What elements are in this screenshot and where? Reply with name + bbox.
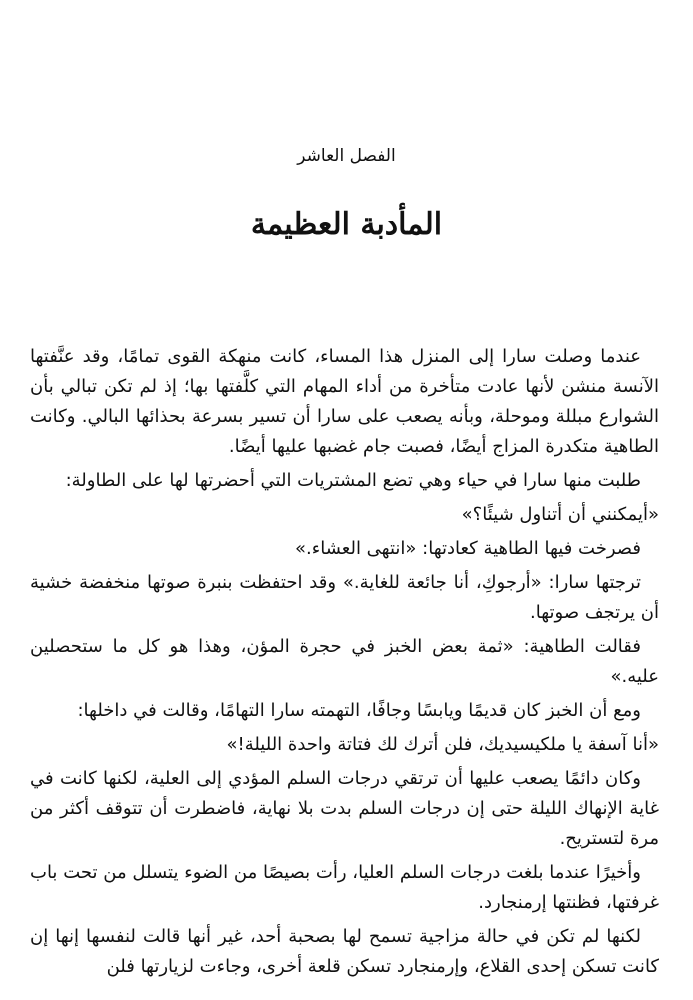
paragraph: فصرخت فيها الطاهية كعادتها: «انتهى العشاء.»	[295, 538, 641, 559]
paragraph: طلبت منها سارا في حياء وهي تضع المشتريات التي أحضرتها لها على الطاولة:	[65, 470, 641, 491]
chapter-body	[30, 342, 659, 986]
paragraph: «أنا آسفة يا ملكيسيديك، فلن أترك لك فتاتة واحدة الليلة!»	[226, 734, 659, 755]
paragraph: ومع أن الخبز كان قديمًا ويابسًا وجافًا، التهمته سارا التهامًا، وقالت في داخلها:	[77, 700, 641, 721]
paragraph: ترجتها سارا: «أرجوكِ، أنا جائعة للغاية.» وقد احتفظت بنبرة صوتها منخفضة خشية أن يرتجف صوتها.	[30, 572, 659, 623]
paragraph: وأخيرًا عندما بلغت درجات السلم العليا، رأت بصيصًا من الضوء يتسلل من تحت باب غرفتها، فظنتها إرمنجارد.	[30, 862, 659, 913]
paragraph: لكنها لم تكن في حالة مزاجية تسمح لها بصحبة أحد، غير أنها قالت لنفسها إنها إن كانت تسكن إحدى القلاع، وإرمنجارد تسكن قلعة أخرى، وجاءت لزيارتها فلن	[30, 926, 659, 977]
chapter-number: الفصل العاشر	[297, 146, 396, 166]
chapter-title: المأدبة العظيمة	[250, 207, 443, 242]
paragraph: عندما وصلت سارا إلى المنزل هذا المساء، كانت منهكة القوى تمامًا، وقد عنَّفتها الآنسة منشن لأنها عادت متأخرة من أداء المهام التي كلَّفتها بها؛ إذ لم تكن تبالي بأن الشوارع مبللة وموحلة، وبأنه يصعب على سارا أن تسير بسرعة بحذائها البالي. وكانت الطاهية متكدرة المزاج أيضًا، فصبت جام غضبها عليها أيضًا.	[30, 346, 659, 457]
paragraph: فقالت الطاهية: «ثمة بعض الخبز في حجرة المؤن، وهذا هو كل ما ستحصلين عليه.»	[30, 636, 659, 687]
paragraph: «أيمكنني أن أتناول شيئًا؟»	[461, 504, 659, 525]
paragraph: وكان دائمًا يصعب عليها أن ترتقي درجات السلم المؤدي إلى العلية، لكنها كانت في غاية الإنهاك الليلة حتى إن درجات السلم بدت بلا نهاية، فاضطرت أن تتوقف أكثر من مرة لتستريح.	[30, 768, 659, 849]
